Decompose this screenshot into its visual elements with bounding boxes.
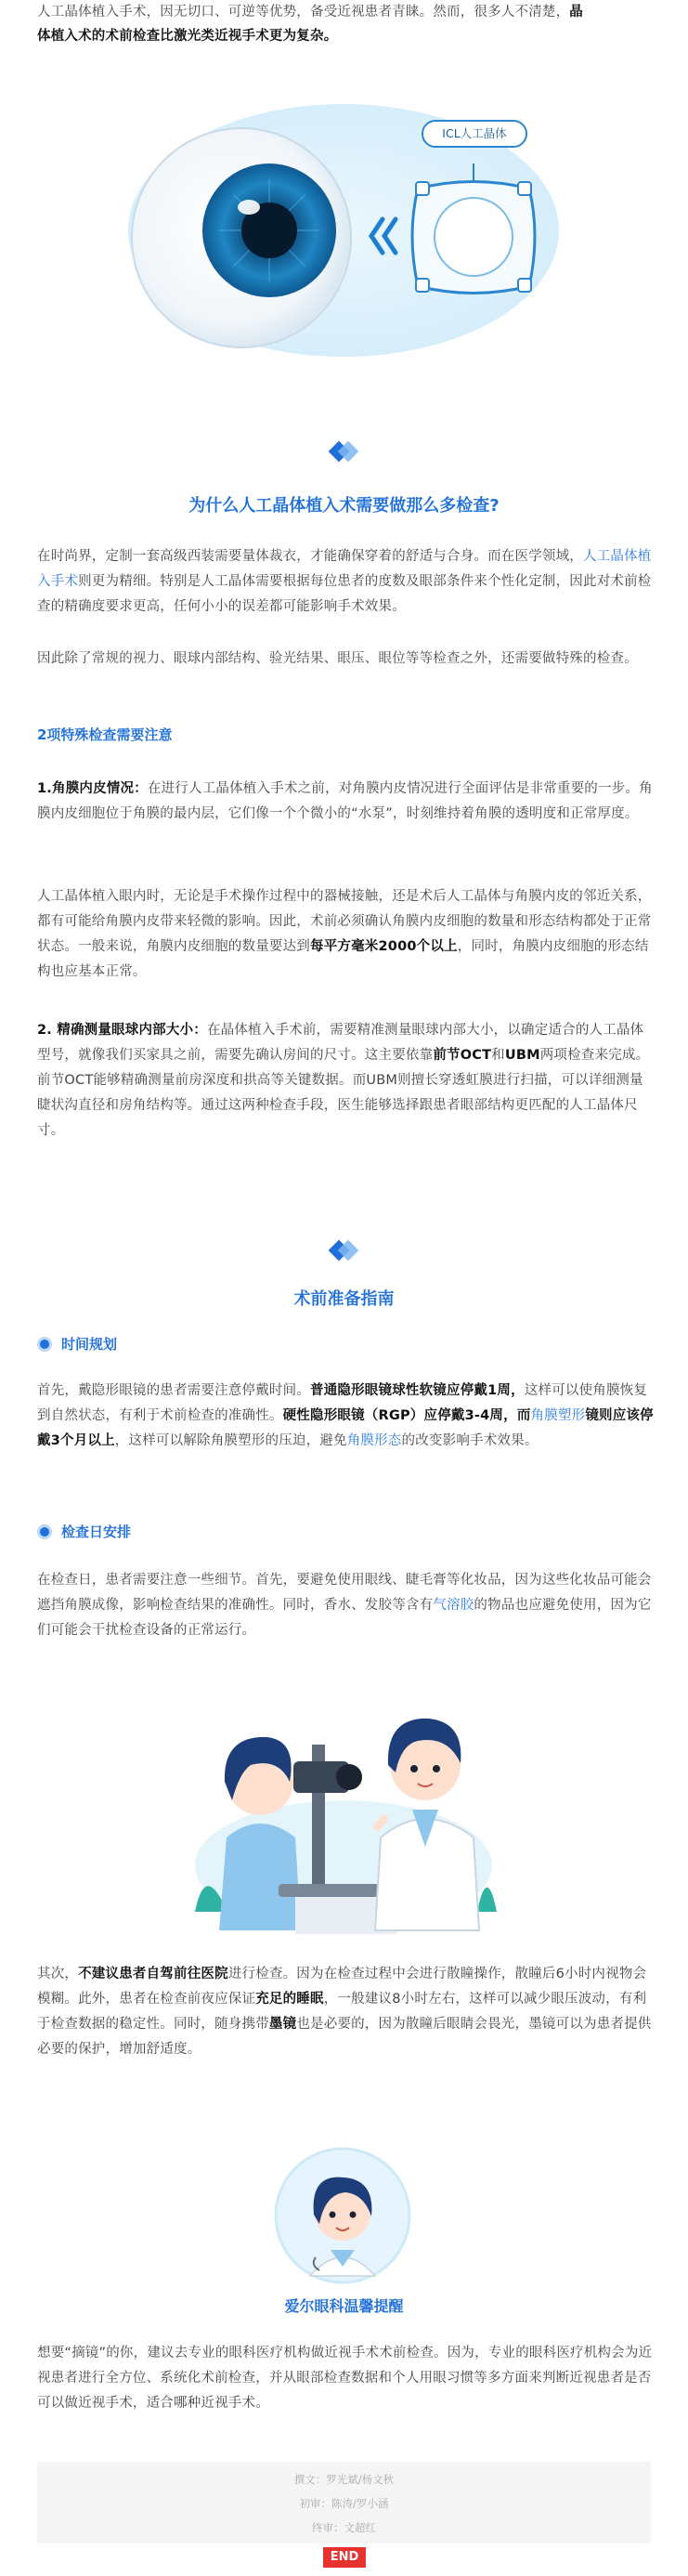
text: 首先，戴隐形眼镜的患者需要注意停戴时间。 (37, 1383, 310, 1398)
text: 人工晶体植入眼内时，无论是手术操作过程中的器械接触，还是术后人工晶体与角膜内皮的邻近关系，都有可能给角膜内皮带来轻微的影响。因此，术前必须确认角膜内皮细胞的数量和形态结构都处于正常状态。一般来说，角膜内皮细胞的数量要达到 (37, 889, 652, 954)
link-icl-surgery[interactable]: 人工晶体植入手术 (37, 549, 652, 589)
bullet2-paragraph (37, 1568, 655, 1643)
text: 在检查日，患者需要注意一些细节。首先，要避免使用眼线、睫毛膏等化妆品，因为这些化妆品可能会遮挡角膜成像，影响检查结果的准确性。同时，香水、发胶等含有 (37, 1573, 652, 1613)
text: 也是必要的，因为散瞳后眼睛会畏光，墨镜可以为患者提供必要的保护，增加舒适度。 (37, 2017, 652, 2057)
section-title-why: 为什么人工晶体植入术需要做那么多检查? (188, 496, 500, 516)
diamond-section-icon (329, 435, 360, 466)
item1-paragraph (37, 777, 655, 827)
text: ，这样可以解除角膜塑形的压迫，避免 (114, 1433, 347, 1448)
text: 的改变影响手术效果。 (401, 1433, 539, 1448)
hero-illustration (121, 100, 566, 360)
nurse-avatar (273, 2146, 412, 2285)
special-exam-subheading: 2项特殊检查需要注意 (37, 726, 173, 743)
credit-writer: 撰文：罗光斌/杨文秋 (293, 2473, 395, 2486)
bullet-time-planning (37, 1334, 117, 1353)
section1-paragraph-2: 因此除了常规的视力、眼球内部结构、验光结果、眼压、眼位等等检查之外，还需要做特殊的检查。 (37, 651, 638, 666)
text: 和 (491, 1048, 505, 1063)
circle-bullet-icon (37, 1524, 52, 1539)
bold-text: 硬性隐形眼镜（RGP）应停戴3-4周， (282, 1408, 517, 1423)
item2-title: 2. 精确测量眼球内部大小： (37, 1023, 207, 1038)
bold-text: 普通隐形眼镜球性软镜应停戴1周， (310, 1383, 525, 1398)
bold-text: 充足的睡眠 (255, 1992, 324, 2007)
text: 则更为精细。特别是人工晶体需要根据每位患者的度数及眼部条件来个性化定制，因此对术前检查的精确度要求更高，任何小小的误差都可能影响手术效果。 (37, 574, 652, 614)
bullet1-paragraph (37, 1379, 655, 1454)
text: 两项检查来完成。前节OCT能够精确测量前房深度和拱高等关键数据。而UBM则擅长穿透虹膜进行扫描，可以详细测量睫状沟直径和房角结构等。通过这两种检查手段，医生能够选择跟患者眼部结构更匹配的人工晶体尺寸。 (37, 1048, 650, 1138)
section-title-prep: 术前准备指南 (293, 1289, 395, 1309)
bold-text: 前节OCT (433, 1048, 492, 1063)
lens-label: ICL人工晶体 (442, 126, 507, 140)
text: 在进行人工晶体植入手术之前，对角膜内皮情况进行全面评估是非常重要的一步。角膜内皮细胞位于角膜的最内层，它们像一个个微小的“水泵”，时刻维持着角膜的透明度和正常厚度。 (37, 781, 653, 821)
bold-text: 不建议患者自驾前往医院 (78, 1967, 228, 1981)
text: 的物品也应避免使用，因为它们可能会干扰检查设备的正常运行。 (37, 1598, 652, 1638)
link-aerosol[interactable]: 气溶胶 (433, 1598, 474, 1613)
text: ，同时，角膜内皮细胞的形态结构也应基本正常。 (37, 939, 649, 979)
bold-text: 每平方毫米2000个以上 (310, 939, 458, 954)
item1-title: 1.角膜内皮情况： (37, 781, 148, 796)
bold-text: 而 (516, 1408, 531, 1423)
nurse-avatar-icon (273, 2146, 412, 2285)
section1-paragraph-1 (37, 544, 655, 620)
reminder-text: 想要“摘镜”的你，建议去专业的眼科医疗机构做近视手术术前检查。因为，专业的眼科医疗机构会为近视患者进行全方位、系统化术前检查，并从眼部检查数据和个人用眼习惯等多方面来判断近视患者是否可以做近视手术，适合哪种近视手术。 (37, 2346, 653, 2411)
intro-paragraph (37, 0, 655, 48)
link-ortho-k[interactable]: 角膜塑形 (530, 1408, 586, 1423)
text: 在晶体植入手术前，需要精准测量眼球内部大小，以确定适合的人工晶体型号，就像我们买家具之前，需要先确认房间的尺寸。这主要依靠 (37, 1023, 644, 1063)
diamond-section-icon (329, 1234, 360, 1265)
text: 这样可以使角膜恢复到自然状态，有利于术前检查的准确性。 (37, 1383, 648, 1423)
link-cornea-shape[interactable]: 角膜形态 (346, 1433, 402, 1448)
intro-bold-1: 晶 (569, 5, 583, 20)
reminder-title: 爱尔眼科温馨提醒 (284, 2297, 404, 2315)
item1-paragraph-2 (37, 884, 655, 985)
section2-paragraph-3 (37, 1962, 655, 2062)
credit-first-review: 初审：陈涛/罗小涵 (299, 2497, 389, 2510)
item2-paragraph (37, 1018, 655, 1144)
end-badge: END (323, 2547, 366, 2568)
circle-bullet-icon (37, 1337, 52, 1352)
text: 进行检查。因为在检查过程中会进行散瞳操作，散瞳后6小时内视物会模糊。此外，患者在检查前夜应保证 (37, 1967, 647, 2007)
intro-bold-2: 体植入术的术前检查比激光类近视手术更为复杂。 (37, 29, 338, 44)
credit-final-review: 终审：文超红 (312, 2521, 376, 2534)
intro-text: 人工晶体植入手术，因无切口、可逆等优势，备受近视患者青睐。然而，很多人不清楚， (37, 5, 570, 20)
bold-text: UBM (504, 1048, 540, 1063)
text: 在时尚界，定制一套高级西装需要量体裁衣，才能确保穿着的舒适与合身。而在医学领域， (37, 549, 583, 564)
text: 其次， (37, 1967, 79, 1981)
doctor-patient-illustration (186, 1680, 501, 1940)
bullet-label: 检查日安排 (61, 1523, 132, 1540)
bullet-exam-day (37, 1522, 131, 1541)
bullet-label: 时间规划 (61, 1336, 118, 1353)
bold-text: 镜则应该停戴3个月以上 (37, 1408, 654, 1448)
bold-text: 墨镜 (268, 2017, 297, 2032)
text: ，一般建议8小时左右，这样可以减少眼压波动，有利于检查数据的稳定性。同时，随身携带 (37, 1992, 647, 2032)
